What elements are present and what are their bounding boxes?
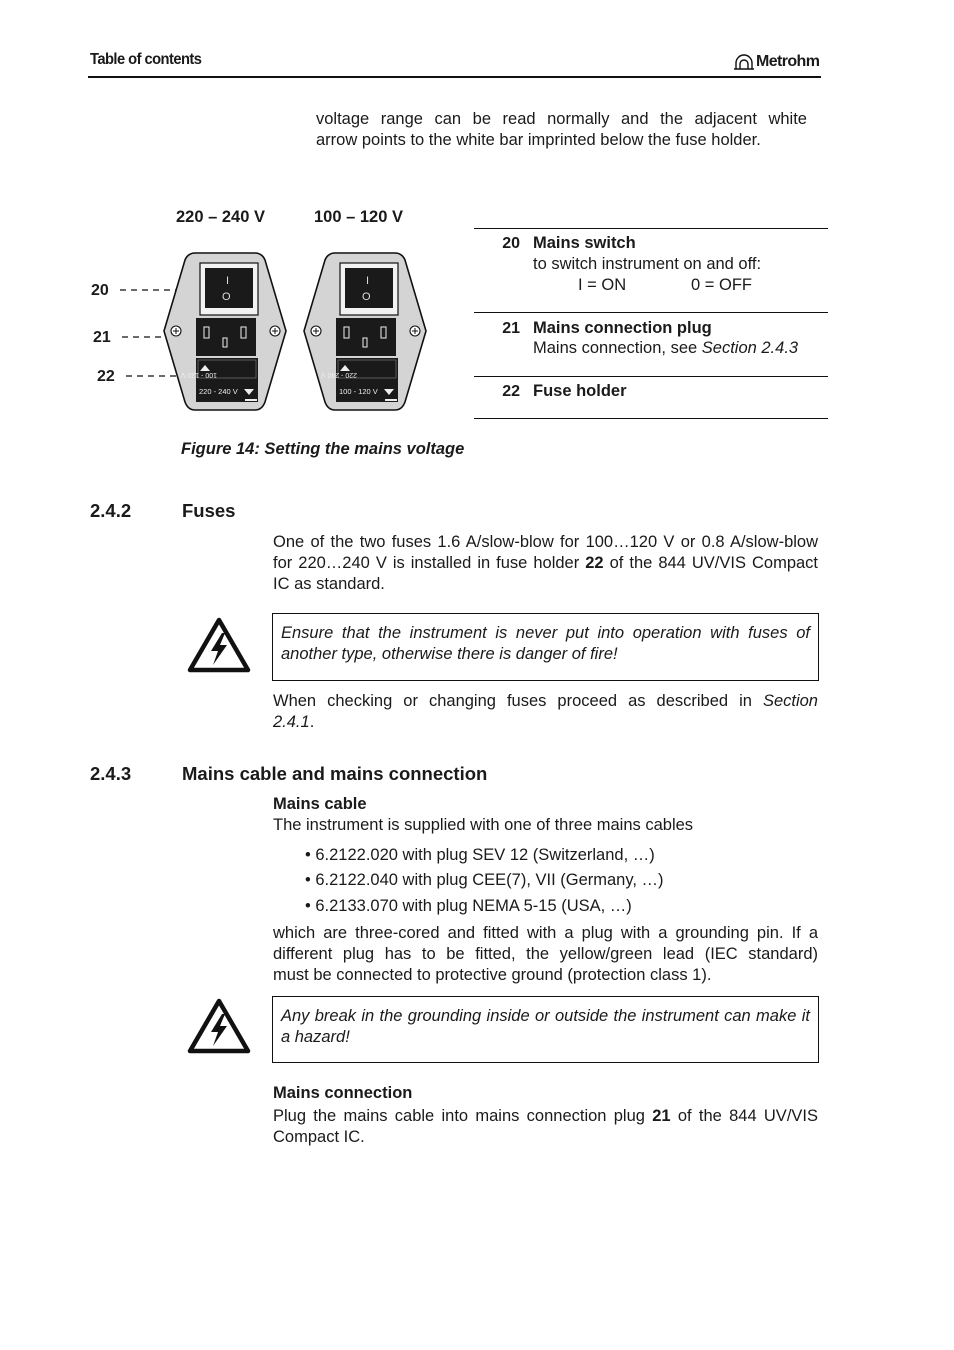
mains-module-figure — [110, 245, 430, 415]
legend-rule-top — [474, 228, 828, 229]
brand-logo — [734, 53, 819, 71]
section-number-242: 2.4.2 — [90, 500, 132, 521]
module-100-120 — [304, 253, 426, 410]
electrical-hazard-icon — [187, 617, 251, 673]
bullet-dot: • — [305, 871, 316, 889]
grounding-paragraph — [273, 923, 818, 986]
cable-item-text: 6.2133.070 with plug NEMA 5-15 (USA, …) — [315, 897, 632, 915]
callout-22: 22 — [97, 368, 115, 385]
fire-warning-box: Ensure that the instrument is never put into operation with fuses of another type, otherwise there is danger of fire! — [272, 613, 819, 681]
connection-ref-21: 21 — [652, 1107, 671, 1125]
section-title-fuses: Fuses — [182, 500, 236, 521]
legend-off-label: 0 = OFF — [691, 276, 752, 294]
fuses-check-paragraph — [273, 691, 818, 733]
section-ref-number: 2.4.1 — [273, 713, 310, 731]
legend-on-label: I = ON — [578, 276, 627, 294]
voltage-label-left: 220 – 240 V — [176, 208, 265, 226]
module-220-240 — [164, 253, 286, 410]
grounding-warning-box: Any break in the grounding inside or outside the instrument can make it a hazard! — [272, 996, 819, 1063]
legend-title-mains-switch: Mains switch — [533, 234, 636, 252]
cable-list-item — [305, 897, 632, 916]
fuses-line-2-text: for 220…240 V is installed in fuse holder — [273, 554, 586, 572]
switch-off-mark-left: O — [222, 291, 231, 303]
connection-line-1 — [273, 1106, 818, 1127]
switch-off-mark-right: O — [362, 291, 371, 303]
fuses-line-2 — [273, 553, 818, 574]
section-number-243: 2.4.3 — [90, 763, 132, 784]
callout-20: 20 — [91, 282, 109, 299]
cable-item-text: 6.2122.040 with plug CEE(7), VII (Germany, …) — [315, 871, 664, 889]
legend-rule-2 — [474, 312, 828, 313]
connection-line-1-text: Plug the mains cable into mains connection plug — [273, 1107, 653, 1125]
fuses-line-1: One of the two fuses 1.6 A/slow-blow for 100…120 V or 0.8 A/slow-blow — [273, 533, 818, 551]
bullet-dot: • — [305, 897, 316, 915]
subhead-mains-cable: Mains cable — [273, 795, 367, 813]
intro-line-2: arrow points to the white bar imprinted below the fuse holder. — [316, 131, 761, 149]
callout-21: 21 — [93, 329, 111, 346]
subhead-mains-connection: Mains connection — [273, 1084, 413, 1102]
check-line-1 — [273, 691, 818, 712]
switch-on-mark-left: I — [226, 275, 230, 287]
legend-title-fuse-holder: Fuse holder — [533, 382, 627, 400]
legend-rule-bottom — [474, 418, 828, 419]
header-rule — [88, 76, 821, 78]
right-bottom-voltage-label: 100 - 120 V — [339, 387, 378, 396]
figure-caption: Figure 14: Setting the mains voltage — [181, 440, 465, 458]
connection-line-2: Compact IC. — [273, 1128, 365, 1146]
legend-num-21: 21 — [502, 320, 520, 337]
legend-text-mains-connection — [533, 339, 798, 358]
fuses-line-2-tail: of the 844 UV/VIS Compact — [603, 554, 819, 572]
mains-connection-paragraph — [273, 1106, 818, 1148]
cable-list-item — [305, 846, 655, 865]
fuses-ref-22: 22 — [585, 554, 604, 572]
section-ref-word: Section — [762, 692, 818, 710]
grounding-line-3: must be connected to protective ground (protection class 1). — [273, 966, 712, 984]
intro-line-1: voltage range can be read normally and the adjacent white — [316, 110, 807, 128]
electrical-hazard-icon — [187, 998, 251, 1054]
legend-rule-3 — [474, 376, 828, 377]
voltage-label-right: 100 – 120 V — [314, 208, 403, 226]
grounding-line-2: different plug has to be fitted, the yellow/green lead (IEC standard) — [273, 945, 818, 963]
check-line-1-text: When checking or changing fuses proceed as described in — [273, 692, 763, 710]
legend-title-mains-connection-plug: Mains connection plug — [533, 319, 712, 337]
check-line-2-period: . — [309, 713, 315, 731]
legend-num-22: 22 — [502, 383, 520, 400]
mains-cable-intro: The instrument is supplied with one of three mains cables — [273, 816, 694, 834]
cable-list-item — [305, 871, 664, 890]
legend-text-prefix: Mains connection, see — [533, 339, 702, 357]
grounding-line-1: which are three-cored and fitted with a plug with a grounding pin. If a — [273, 924, 818, 942]
cable-item-text: 6.2122.020 with plug SEV 12 (Switzerland, …) — [315, 846, 655, 864]
section-title-mains-cable: Mains cable and mains connection — [182, 763, 488, 784]
switch-on-mark-right: I — [366, 275, 370, 287]
metrohm-logo-icon — [734, 54, 754, 70]
running-header-title: Table of contents — [90, 51, 202, 68]
fuses-paragraph — [273, 532, 818, 595]
legend-text-mains-switch: to switch instrument on and off: — [533, 255, 762, 273]
brand-name: Metrohm — [756, 53, 820, 70]
legend-num-20: 20 — [502, 235, 520, 252]
section-reference-link: Section 2.4.3 — [701, 339, 799, 357]
connection-line-1-tail: of the 844 UV/VIS — [670, 1107, 818, 1125]
left-top-voltage-label: 100 - 120 V — [180, 371, 217, 378]
left-bottom-voltage-label: 220 - 240 V — [199, 387, 238, 396]
intro-paragraph — [316, 109, 807, 151]
bullet-dot: • — [305, 846, 316, 864]
right-top-voltage-label: 220 - 240 V — [320, 371, 357, 378]
check-line-2 — [273, 712, 818, 733]
fuses-line-3: IC as standard. — [273, 575, 385, 593]
